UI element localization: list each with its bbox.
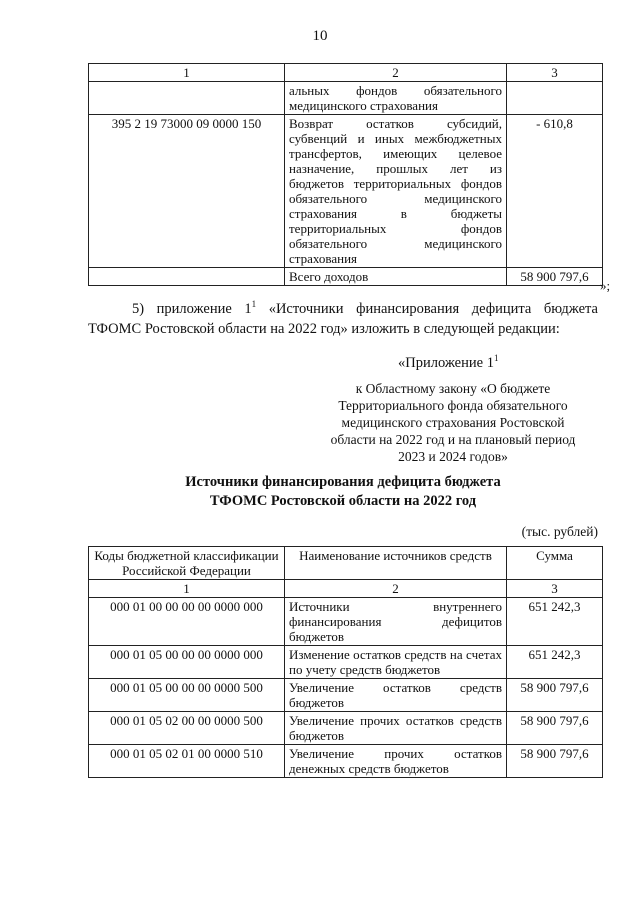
paragraph-prefix: 5) приложение 1: [132, 301, 252, 317]
closing-quote: »;: [600, 278, 611, 293]
table-header-row: [89, 64, 603, 82]
col-number-2: 2: [285, 580, 507, 598]
table-row: [89, 598, 603, 646]
name-cell: Увеличение остатков средств бюджетов: [285, 679, 507, 712]
col-number-1: 1: [89, 580, 285, 598]
total-label: Всего доходов: [285, 268, 507, 286]
table-row: [89, 745, 603, 778]
code-cell: 000 01 05 00 00 00 0000 000: [89, 646, 285, 679]
heading-line-2: ТФОМС Ростовской области на 2022 год: [209, 493, 477, 509]
paragraph-sup: 1: [251, 299, 257, 309]
code-cell: [89, 82, 285, 115]
name-cell: Увеличение прочих остатков средств бюджетов: [285, 712, 507, 745]
table-row: [89, 679, 603, 712]
col-number-3: 3: [507, 580, 603, 598]
code-cell: 000 01 00 00 00 00 0000 000: [89, 598, 285, 646]
appendix-reference: к Областному закону «О бюджете Территориального фонда обязательного медицинского страхования Ростовской области на 2022 год и на плановый период 2023 и 2024 годов»: [330, 381, 576, 464]
name-cell: Источники внутреннего финансирования дефицитов бюджетов: [285, 598, 507, 646]
code-cell: 000 01 05 02 01 00 0000 510: [89, 745, 285, 778]
table-row: [89, 712, 603, 745]
code-cell: 395 2 19 73000 09 0000 150: [89, 115, 285, 268]
code-cell: 000 01 05 00 00 00 0000 500: [89, 679, 285, 712]
sum-cell: - 610,8: [507, 115, 603, 268]
page-number: 10: [312, 28, 328, 44]
name-cell: альных фондов обязательного медицинского страхования: [285, 82, 507, 115]
table-total-row: [89, 268, 603, 286]
units-label: (тыс. рублей): [521, 524, 598, 539]
sum-cell: 58 900 797,6: [507, 679, 603, 712]
table-header-row: [89, 547, 603, 580]
total-sum: 58 900 797,6: [507, 268, 603, 286]
sum-cell: 651 242,3: [507, 646, 603, 679]
paragraph-text: «Источники финансирования дефицита бюджета ТФОМС Ростовской области на 2022 год» изложить в следующей редакции:: [88, 301, 598, 337]
header-sum: Сумма: [507, 547, 603, 580]
table-number-row: [89, 580, 603, 598]
sum-cell: 58 900 797,6: [507, 745, 603, 778]
appendix-title: [398, 355, 498, 372]
code-cell: [89, 268, 285, 286]
sum-cell: 651 242,3: [507, 598, 603, 646]
revenue-table-continuation: [88, 63, 603, 286]
table-row: [89, 646, 603, 679]
section-heading: [88, 473, 598, 511]
header-codes: Коды бюджетной классификации Российской Федерации: [89, 547, 285, 580]
heading-line-1: Источники финансирования дефицита бюджета: [185, 474, 501, 490]
header-name: Наименование источников средств: [285, 547, 507, 580]
table-row: [89, 115, 603, 268]
appendix-title-text: «Приложение 1: [398, 355, 494, 371]
name-cell: Изменение остатков средств на счетах по учету средств бюджетов: [285, 646, 507, 679]
financing-sources-table: [88, 546, 603, 778]
name-cell: Увеличение прочих остатков денежных средств бюджетов: [285, 745, 507, 778]
amendment-paragraph: [88, 299, 598, 339]
sum-cell: 58 900 797,6: [507, 712, 603, 745]
table-row: [89, 82, 603, 115]
sum-cell: [507, 82, 603, 115]
col-number-1: 1: [89, 64, 285, 82]
col-number-3: 3: [507, 64, 603, 82]
code-cell: 000 01 05 02 00 00 0000 500: [89, 712, 285, 745]
col-number-2: 2: [285, 64, 507, 82]
name-cell: Возврат остатков субсидий, субвенций и иных межбюджетных трансфертов, имеющих целевое назначение, прошлых лет из бюджетов территориальных фондов обязательного медицинского страхования в бюджеты территориальных фондов обязательного медицинского страхования: [285, 115, 507, 268]
appendix-title-sup: 1: [493, 353, 499, 363]
